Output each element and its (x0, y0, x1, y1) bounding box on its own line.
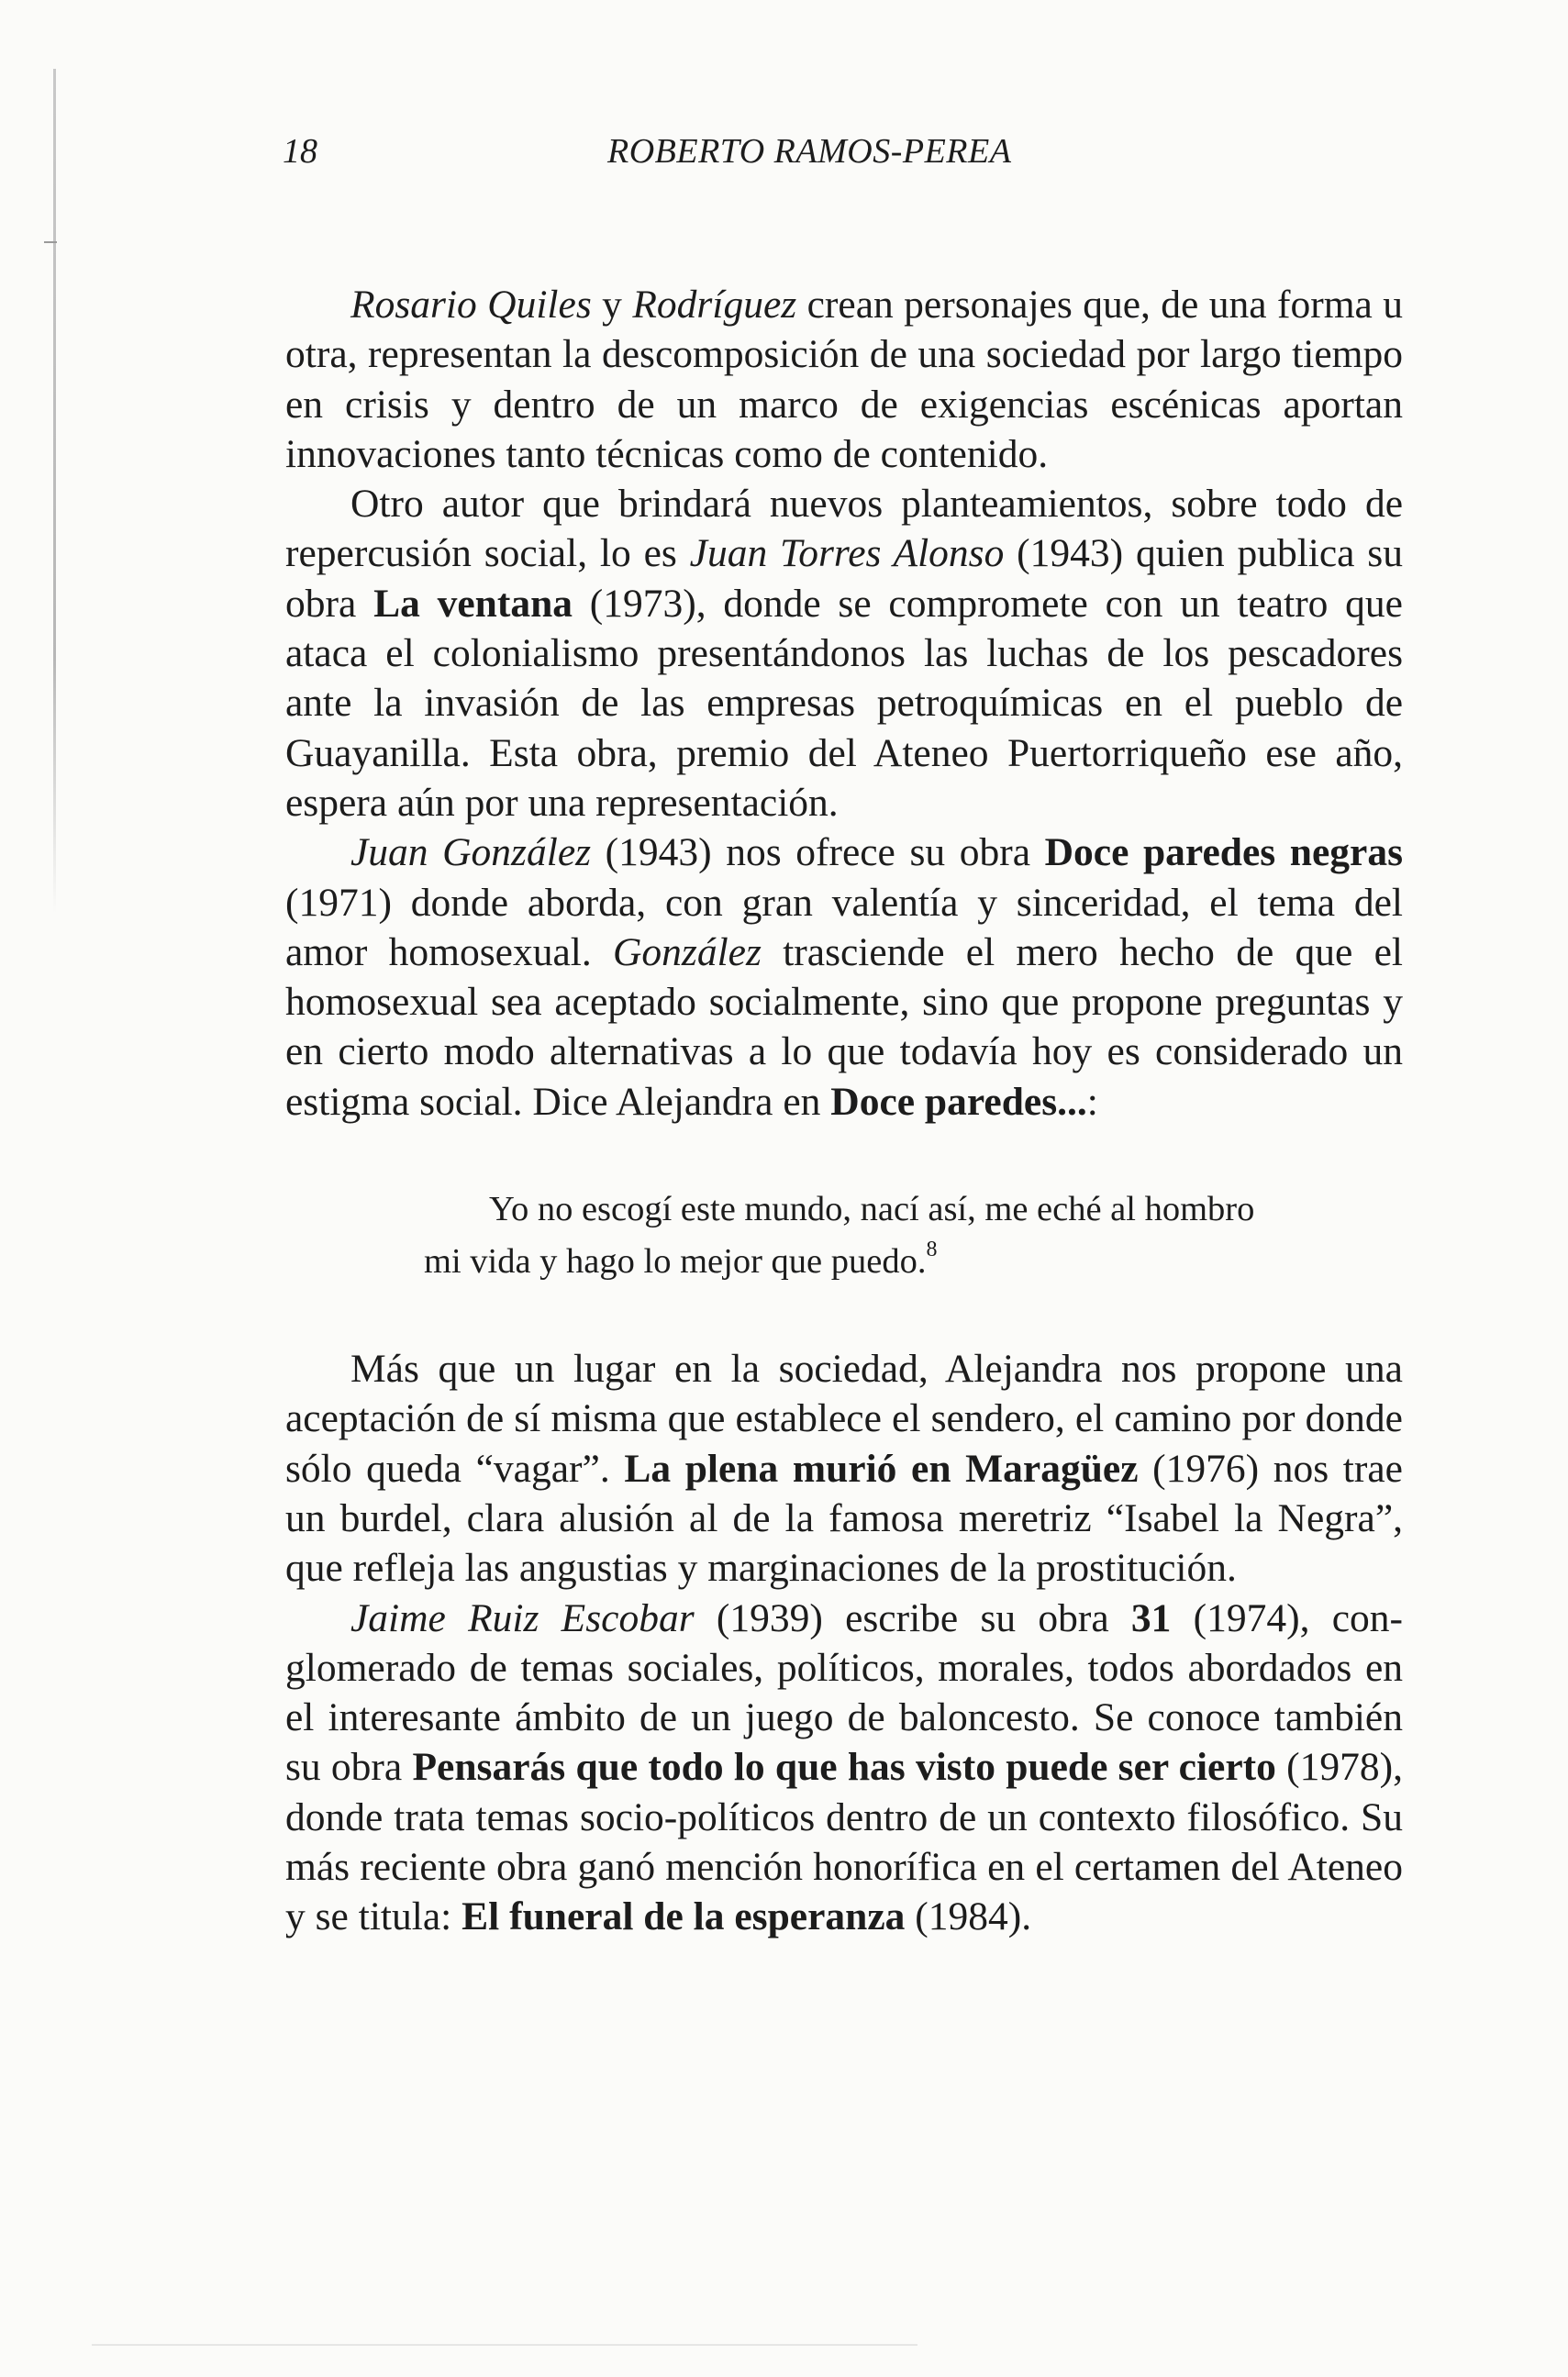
author-name: Jaime Ruiz Escobar (350, 1595, 695, 1640)
quote-line-2 (424, 1236, 1403, 1288)
text-run: y (591, 283, 633, 327)
author-name: Juan Torres Alonso (689, 531, 1005, 576)
paragraph-1 (285, 280, 1403, 479)
work-title: Doce paredes negras (1044, 830, 1403, 875)
paragraph-4 (285, 1344, 1403, 1593)
block-quote (285, 1183, 1403, 1288)
work-title: Pensarás que todo lo que has visto puede ser cierto (412, 1745, 1276, 1790)
text-run: (1943) quien publica su obra (285, 531, 1403, 626)
text-run: (1974), conglomerado de temas sociales, políticos, morales, todos abordados en el interesante ámbito de un juego de baloncesto. Se conoce también su obra (285, 1595, 1403, 1790)
author-name: Rosario Quiles (350, 283, 592, 327)
footnote-marker: 8 (926, 1238, 938, 1262)
text-run: (1978), donde trata temas socio-políticos dentro de un contexto filosófico. Su más reciente obra ganó mención honorífica en el certamen del Ateneo y se titula: (285, 1745, 1403, 1939)
work-title: La ventana (373, 581, 573, 626)
binding-mark (44, 241, 57, 243)
text-run: (1973), donde se compromete con un teatro que ataca el colonialismo presentándonos las luchas de los pescadores ante la invasión de las empresas petroquímicas en el pueblo de Guayanilla. Esta obra, premio del Ateneo Puertorriqueño ese año, espera aún por una representación. (285, 581, 1403, 825)
text-run: (1971) donde aborda, con gran valentía y sinceridad, el tema del amor homosexual. (285, 880, 1403, 974)
text-run: trasciende el mero hecho de que el homosexual sea aceptado socialmente, sino que propone preguntas y en cierto modo alternativas a lo que todavía hoy es considerado un estigma social. Dice Alejandra en (285, 929, 1403, 1124)
text-run: Más que un lugar en la sociedad, Alejandra nos propone una aceptación de sí misma que establece el sendero, el camino por donde sólo queda “vagar”. (285, 1347, 1403, 1491)
running-head: ROBERTO RAMOS-PEREA (607, 132, 1012, 171)
work-title: Doce paredes... (830, 1079, 1087, 1124)
author-name: Rodríguez (632, 283, 797, 327)
author-name: Juan González (350, 830, 592, 875)
work-title: 31 (1130, 1595, 1172, 1640)
body-text (285, 280, 1403, 1942)
page-binding-line (53, 69, 56, 913)
text-run: (1943) nos ofrece su obra (591, 830, 1045, 875)
scan-artifact (92, 2344, 917, 2346)
quote-line-1: Yo no escogí este mundo, nací así, me eché al hombro (489, 1190, 1255, 1229)
text-run: crean personajes que, de una forma u otra, representan la descomposición de una sociedad por largo tiempo en crisis y dentro de un marco de exigencias escénicas aportan innovaciones tanto técnicas como de contenido. (285, 283, 1404, 476)
text-run: (1976) nos trae un burdel, clara alusión al de la famosa meretriz “Isabel la Negra”, que refleja las angustias y marginaciones de la prostitución. (285, 1446, 1403, 1591)
work-title: El funeral de la esperanza (462, 1894, 906, 1939)
paragraph-2 (285, 479, 1403, 828)
text-run: (1984). (905, 1894, 1032, 1939)
paragraph-3 (285, 828, 1403, 1127)
quote-line-2-text: mi vida y hago lo mejor que puedo. (424, 1242, 927, 1282)
text-run: : (1086, 1079, 1098, 1124)
author-name: González (613, 929, 762, 974)
paragraph-5 (285, 1594, 1403, 1942)
work-title: La plena murió en Maragüez (624, 1446, 1139, 1491)
page-header (0, 131, 1568, 186)
text-run: (1939) escribe su obra (694, 1595, 1131, 1640)
text-run: Otro autor que brindará nuevos planteamientos, sobre todo de repercusión social, lo es (285, 482, 1403, 576)
page-number: 18 (283, 132, 317, 171)
